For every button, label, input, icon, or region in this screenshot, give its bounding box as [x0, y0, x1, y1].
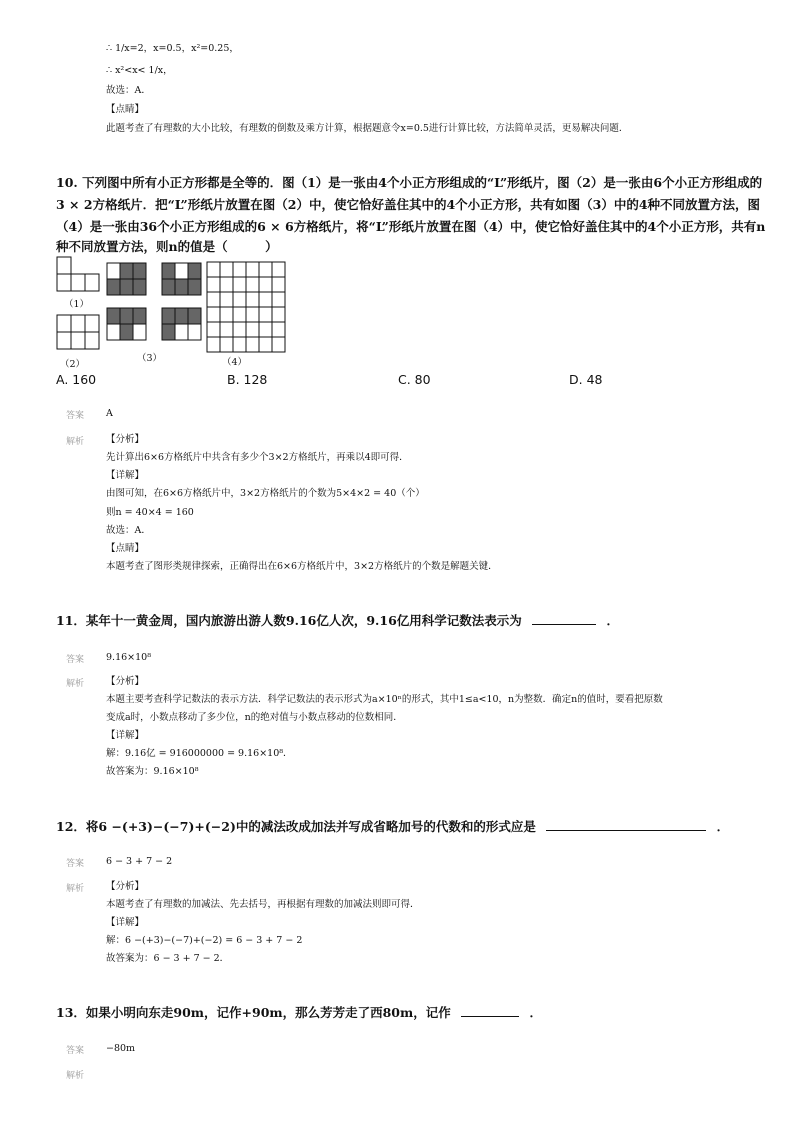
q11-answer-blank[interactable]: [532, 612, 596, 625]
q11-analysis-4: 【详解】: [106, 730, 145, 741]
q12-question: [56, 818, 729, 836]
figure-4-grid: [206, 261, 288, 353]
answer-value: −80m: [106, 1043, 136, 1054]
answer-label: 答案: [66, 859, 85, 869]
analysis-label: 解析: [66, 884, 85, 894]
q11-question-end: ．: [606, 613, 620, 628]
q13-question-end: ．: [529, 1005, 542, 1020]
prev-line-1: ∴ 1/x=2，x=0.5，x²=0.25，: [106, 43, 239, 54]
q13-answer-blank[interactable]: [461, 1004, 519, 1017]
q10-analysis-5: 则n = 40×4 = 160: [106, 507, 194, 518]
q11-analysis-1: 【分析】: [106, 676, 145, 687]
q10-analysis-1: 【分析】: [106, 434, 145, 445]
figure-1-l-shape: [56, 256, 102, 294]
prev-line-4: 【点睛】: [106, 104, 145, 115]
q11-analysis-6: 故答案为：9.16×10⁸: [106, 766, 199, 777]
q10-line-3: （4）是一张由36个小正方形组成的6 × 6方格纸片，将“L”形纸片放置在图（4）中，使它恰好盖住其中的4个小正方形，共有n: [56, 219, 766, 234]
q12-answer-blank[interactable]: [546, 818, 706, 831]
analysis-label: 解析: [66, 1071, 85, 1081]
q11-analysis-5: 解：9.16亿 = 916000000 = 9.16×10⁸．: [106, 748, 293, 759]
figure-2-caption: （2）: [60, 359, 86, 370]
option-d[interactable]: D. 48: [569, 372, 603, 387]
q10-line-2: 3 × 2方格纸片．把“L”形纸片放置在图（2）中，使它恰好盖住其中的4个小正方形，共有如图（3）中的4种不同放置方法，图: [56, 197, 761, 212]
q13-question: [56, 1004, 542, 1022]
prev-line-2: ∴ x²<x< 1/x，: [106, 65, 173, 76]
answer-label: 答案: [66, 655, 85, 665]
q10-analysis-8: 本题考查了图形类规律探索，正确得出在6×6方格纸片中，3×2方格纸片的个数是解题关键．: [106, 561, 498, 572]
q10-line-4: 种不同放置方法，则n的值是（ ）: [56, 239, 278, 254]
figure-2-grid: [56, 314, 102, 352]
q12-analysis-4: 解：6 −(+3)−(−7)+(−2) = 6 − 3 + 7 − 2: [106, 935, 303, 946]
q11-analysis-2: 本题主要考查科学记数法的表示方法．科学记数法的表示形式为a×10ⁿ的形式，其中1≤a<10，n为整数．确定n的值时，要看把原数: [106, 694, 663, 705]
q12-analysis-5: 故答案为：6 − 3 + 7 − 2．: [106, 953, 230, 964]
figure-1-caption: （1）: [64, 299, 90, 310]
prev-line-5: 此题考查了有理数的大小比较，有理数的倒数及乘方计算，根据题意令x=0.5进行计算比较，方法简单灵活，更易解决问题．: [106, 123, 629, 134]
figure-4-caption: （4）: [222, 357, 248, 368]
q10-analysis-4: 由图可知，在6×6方格纸片中，3×2方格纸片的个数为5×4×2 = 40（个）: [106, 488, 425, 499]
q10-analysis-3: 【详解】: [106, 470, 145, 481]
q12-question-text: 12．将6 −(+3)−(−7)+(−2)中的减法改成加法并写成省略加号的代数和的形式应是: [56, 819, 536, 834]
q12-analysis-3: 【详解】: [106, 917, 145, 928]
answer-label: 答案: [66, 411, 85, 421]
answer-value: 9.16×10⁸: [106, 652, 152, 663]
q11-question-text: 11．某年十一黄金周，国内旅游出游人数9.16亿人次，9.16亿用科学记数法表示为: [56, 613, 522, 628]
answer-value: 6 − 3 + 7 − 2: [106, 856, 173, 867]
q10-analysis-7: 【点睛】: [106, 543, 145, 554]
option-a[interactable]: A. 160: [56, 372, 97, 387]
option-c[interactable]: C. 80: [398, 372, 431, 387]
answer-value: A: [106, 408, 113, 419]
q10-analysis-6: 故选：A．: [106, 525, 151, 536]
analysis-label: 解析: [66, 437, 85, 447]
answer-label: 答案: [66, 1046, 85, 1056]
q10-analysis-2: 先计算出6×6方格纸片中共含有多少个3×2方格纸片，再乘以4即可得．: [106, 452, 409, 463]
q13-question-text: 13．如果小明向东走90m，记作+90m，那么芳芳走了西80m，记作: [56, 1005, 451, 1020]
q12-analysis-1: 【分析】: [106, 881, 145, 892]
prev-line-3: 故选：A．: [106, 85, 151, 96]
q12-analysis-2: 本题考查了有理数的加减法、先去括号，再根据有理数的加减法则即可得．: [106, 899, 420, 910]
figure-3-placements: [106, 262, 206, 346]
q11-analysis-3: 变成a时，小数点移动了多少位，n的绝对值与小数点移动的位数相同．: [106, 712, 403, 723]
analysis-label: 解析: [66, 679, 85, 689]
q12-question-end: ．: [716, 819, 730, 834]
figure-3-caption: （3）: [137, 353, 163, 364]
q11-question: [56, 612, 619, 630]
q10-line-1: 10. 下列图中所有小正方形都是全等的．图（1）是一张由4个小正方形组成的“L”形纸片，图（2）是一张由6个小正方形组成的: [56, 175, 763, 190]
option-b[interactable]: B. 128: [227, 372, 268, 387]
